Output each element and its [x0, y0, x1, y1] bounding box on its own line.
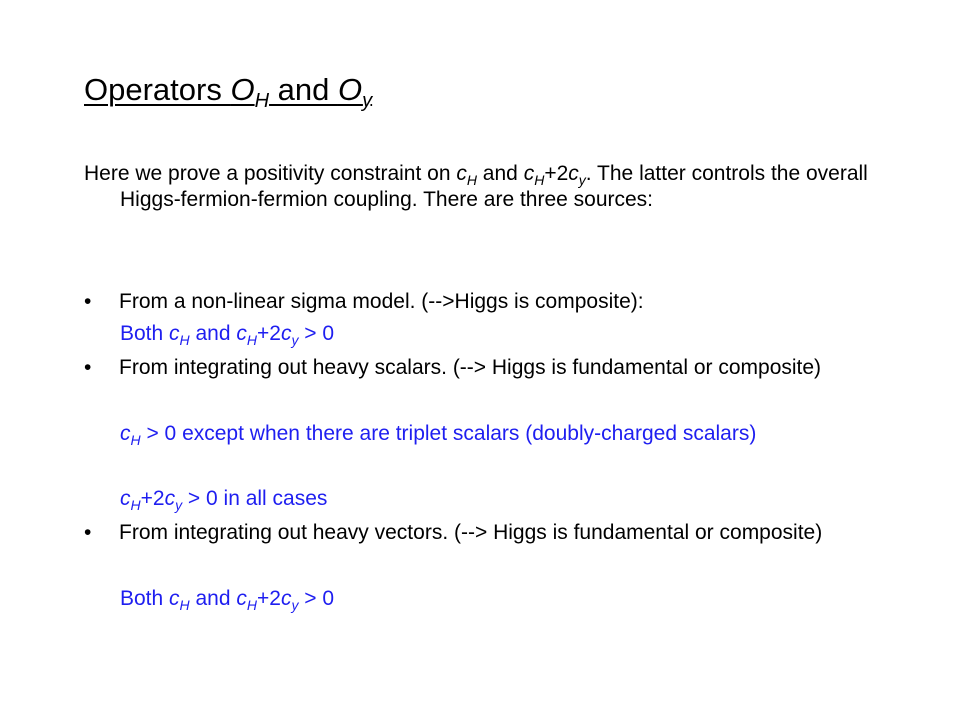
- var-c: c: [236, 587, 247, 610]
- bullet-icon: •: [84, 356, 92, 379]
- constraint-text: > 0: [298, 322, 335, 345]
- subscript: H: [179, 332, 190, 348]
- subscript: H: [246, 597, 258, 613]
- constraint-line-1: [120, 321, 860, 347]
- var-c: c: [164, 487, 176, 510]
- intro-paragraph: [84, 161, 910, 213]
- title-text-prefix: Operators: [84, 72, 231, 107]
- var-c: c: [169, 587, 180, 610]
- constraint-text: > 0 except when there are triplet scalars (doubly-charged scalars): [140, 422, 757, 445]
- intro-text-4: . The latter controls the overall Higgs-fermion-fermion coupling. There are three sources:: [120, 162, 868, 211]
- title-operator-1: O: [230, 72, 255, 107]
- var-c: c: [568, 162, 579, 185]
- title-subscript-1: H: [254, 90, 270, 112]
- intro-text-2: and: [476, 162, 524, 185]
- constraint-text: +2: [257, 322, 281, 345]
- title-text-mid: and: [269, 72, 338, 107]
- bullet-icon: •: [84, 290, 92, 313]
- subscript: y: [291, 597, 299, 613]
- var-c: c: [120, 487, 131, 510]
- subscript: H: [130, 432, 141, 448]
- var-c: c: [169, 322, 180, 345]
- subscript: y: [175, 497, 183, 513]
- subscript: H: [179, 597, 190, 613]
- constraint-text: and: [189, 322, 237, 345]
- subscript: H: [466, 172, 477, 188]
- constraint-text: +2: [140, 487, 165, 510]
- constraint-text: > 0: [298, 587, 335, 610]
- intro-text-3: +2: [544, 162, 569, 185]
- subscript: y: [578, 172, 586, 188]
- bullet-text: From integrating out heavy scalars. (--> Higgs is fundamental or composite): [119, 356, 822, 379]
- var-c: c: [456, 162, 467, 185]
- subscript: H: [534, 172, 545, 188]
- slide-title: [84, 70, 372, 110]
- bullet-text: From a non-linear sigma model. (-->Higgs is composite):: [119, 290, 644, 313]
- title-subscript-2: y: [362, 90, 373, 112]
- bullet-text: From integrating out heavy vectors. (--> Higgs is fundamental or composite): [119, 521, 823, 544]
- constraint-text: Both: [120, 322, 170, 345]
- var-c: c: [280, 587, 292, 610]
- var-c: c: [523, 162, 535, 185]
- subscript: y: [291, 332, 299, 348]
- subscript: H: [246, 332, 258, 348]
- constraint-text: +2: [257, 587, 281, 610]
- subscript: H: [130, 497, 141, 513]
- bullet-icon: •: [84, 521, 92, 544]
- var-c: c: [236, 322, 247, 345]
- constraint-text: > 0 in all cases: [182, 487, 328, 510]
- var-c: c: [280, 322, 292, 345]
- title-operator-2: O: [337, 72, 363, 107]
- constraint-line-4: [120, 586, 860, 612]
- intro-text-1: Here we prove a positivity constraint on: [84, 162, 457, 185]
- constraint-line-2: [120, 421, 840, 447]
- constraint-text: and: [189, 587, 237, 610]
- var-c: c: [120, 422, 131, 445]
- constraint-line-3: [120, 486, 860, 512]
- constraint-text: Both: [120, 587, 170, 610]
